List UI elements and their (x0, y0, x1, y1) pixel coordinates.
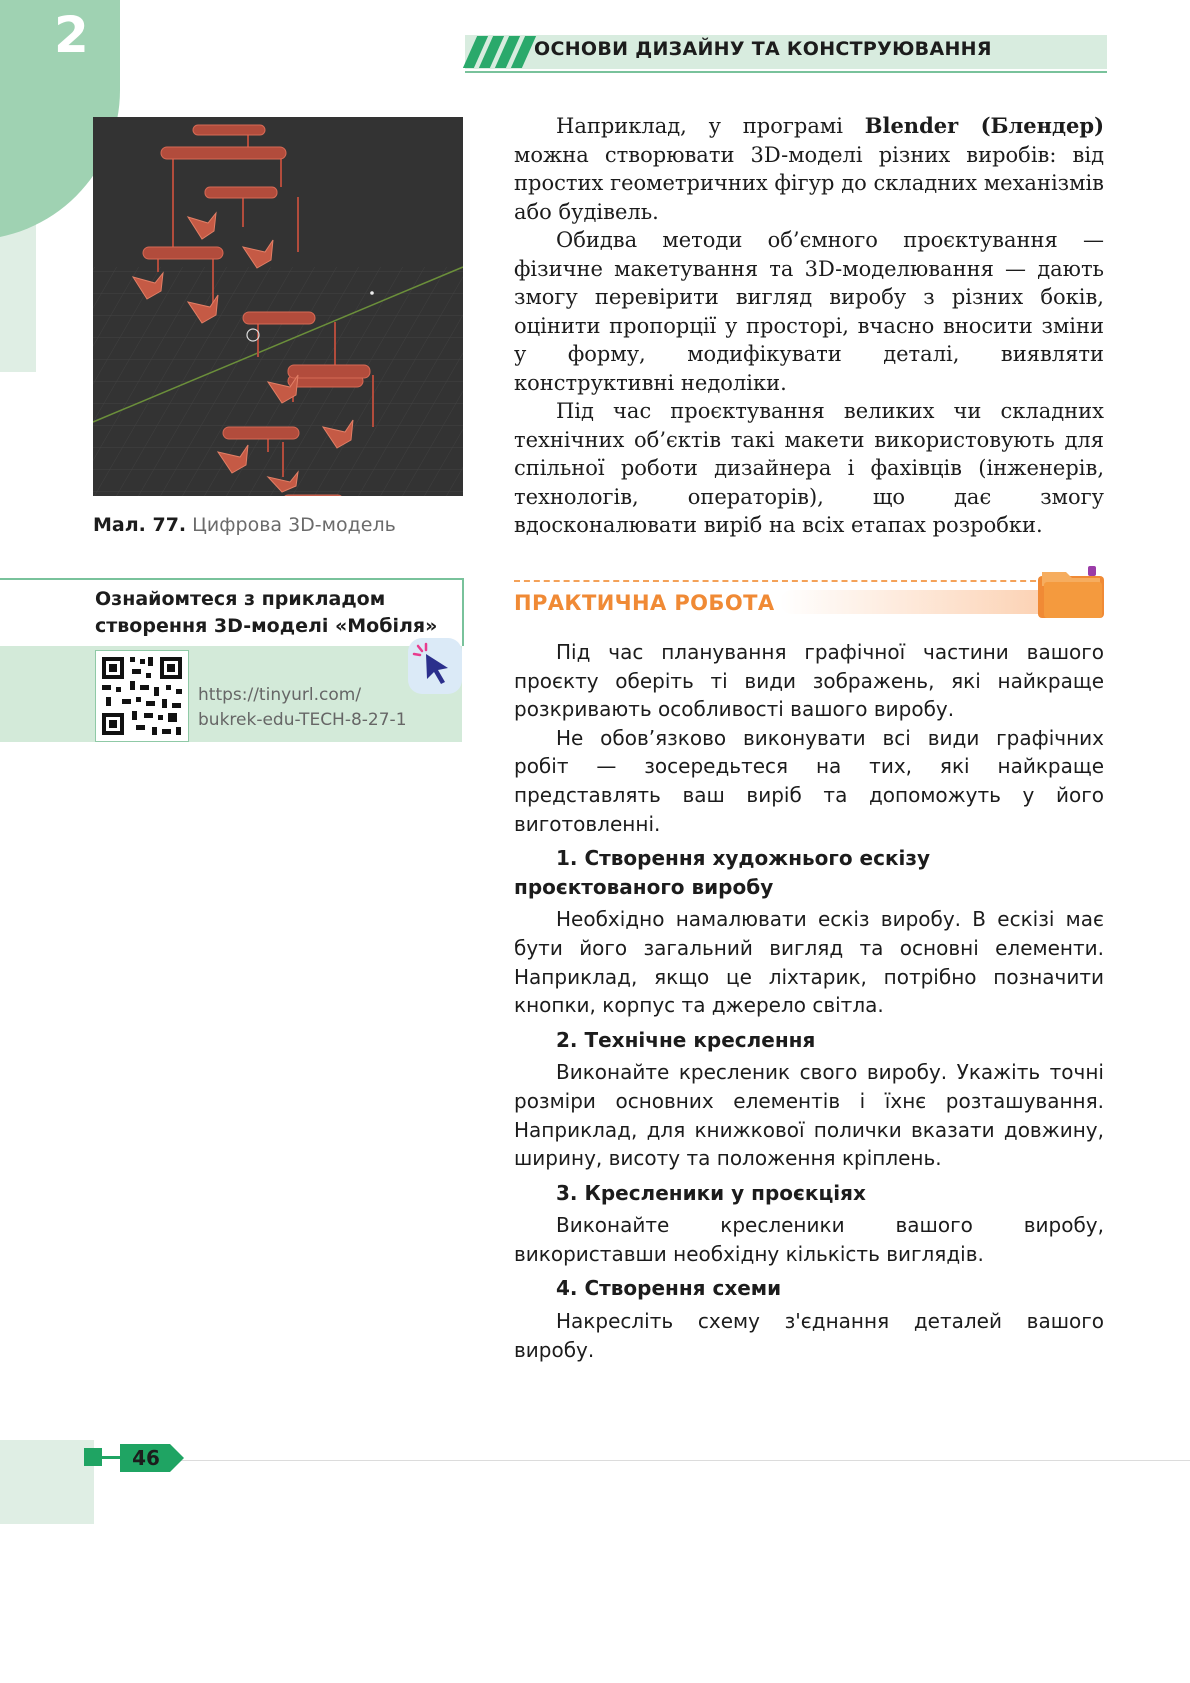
step-heading: 1. Створення художнього ескізу проєктованого виробу (514, 846, 931, 899)
page-number: 46 (132, 1446, 160, 1470)
footer-band (0, 1440, 94, 1524)
footer-marker (84, 1448, 102, 1466)
section-dashed-rule (514, 580, 1046, 582)
folder-icon (1036, 566, 1106, 620)
figure-label: Мал. 77. (93, 514, 187, 536)
program-name: Blender (Блендер) (864, 113, 1105, 138)
step-heading: 2. Технічне креслення (556, 1027, 816, 1052)
resource-link[interactable] (198, 683, 407, 732)
footer-rule (170, 1460, 1190, 1461)
step-text: Виконайте кресленики вашого виробу, використавши необхідну кількість виглядів. (514, 1213, 1104, 1266)
practical-work-heading: ПРАКТИЧНА РОБОТА (514, 591, 775, 615)
paragraph: Обидва методи об’ємного проєктування — фізичне макетування та 3D-моделювання — дають змогу перевірити вигляд виробу з різних боків, оцінити пропорції у просторі, вчасно вносити зміни у форму, модифікувати деталі, виявляти конструктивні недоліки. (514, 228, 1104, 395)
resource-link-line2[interactable]: bukrek-edu-TECH-8-27-1 (198, 709, 407, 730)
figure-caption-text: Цифрова 3D-модель (186, 514, 396, 536)
paragraph-text: Наприклад, у програмі (556, 114, 865, 138)
step-heading: 3. Кресленики у проєкціях (556, 1180, 866, 1205)
section-highlight (780, 590, 1050, 614)
body-text (514, 112, 1104, 540)
cursor-click-icon[interactable] (408, 638, 462, 694)
footer-marker-line (102, 1456, 120, 1459)
practical-work-body (514, 638, 1104, 1364)
section-title: ОСНОВИ ДИЗАЙНУ ТА КОНСТРУЮВАННЯ (534, 38, 992, 60)
resource-box-title: Ознайомтеся з прикладом створення 3D-моделі «Мобіля» (95, 588, 438, 637)
paragraph: Не обов’язково виконувати всі види графічних робіт — зосередьтеся на тих, які найкраще представлять ваш виріб та допоможуть у його виготовленні. (514, 725, 1104, 836)
mobile-3d-model-image (93, 117, 463, 496)
paragraph: Під час планування графічної частини вашого проєкту оберіть ті види зображень, які найкраще розкривають особливості вашого виробу. (514, 640, 1104, 722)
step-heading: 4. Створення схеми (556, 1276, 782, 1301)
resource-link-line1[interactable]: https://tinyurl.com/ (198, 685, 362, 705)
step-text: Необхідно намалювати ескіз виробу. В ескізі має бути його загальний вигляд та основні елементи. Наприклад, якщо це ліхтарик, потрібно позначити кнопки, корпус та джерело світла. (514, 907, 1104, 1018)
step-text: Виконайте кресленик свого виробу. Укажіть точні розміри основних елементів і їхнє розташування. Наприклад, для книжкової полички вказати довжину, ширину, висоту та положення кріплень. (514, 1060, 1104, 1171)
qr-code-icon[interactable] (95, 650, 189, 742)
paragraph (514, 112, 1104, 226)
paragraph-text: можна створювати 3D-моделі різних виробів: від простих геометричних фігур до складних механізмів або будівель. (514, 142, 1104, 224)
figure-caption (93, 514, 396, 536)
chapter-number: 2 (54, 6, 89, 64)
header-rule (465, 71, 1107, 73)
paragraph: Під час проєктування великих чи складних технічних об’єктів такі макети використовують для спільної роботи дизайнера і фахівців (інженерів, технологів, операторів), що дає змогу вдосконалювати виріб на всіх етапах розробки. (514, 399, 1104, 537)
step-text: Накресліть схему з'єднання деталей вашого виробу. (514, 1309, 1104, 1362)
